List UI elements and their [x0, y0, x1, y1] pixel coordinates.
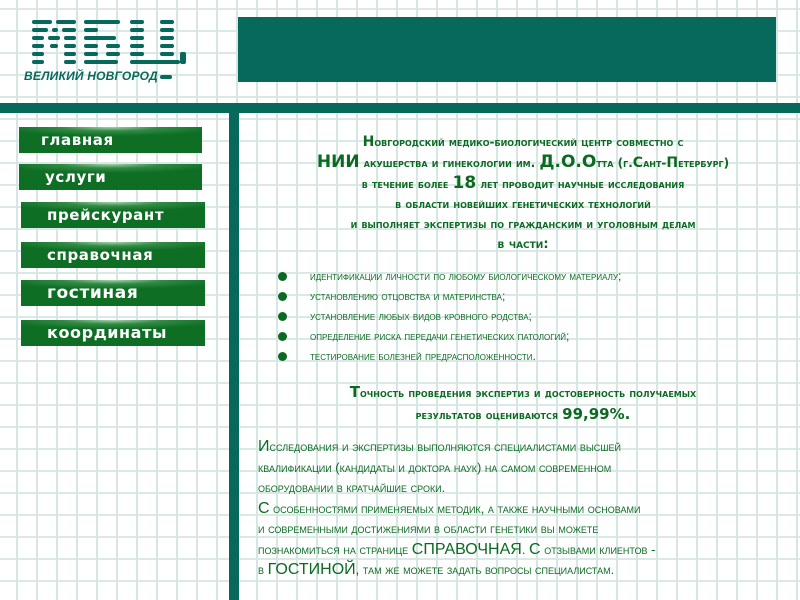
reference-page-link[interactable]: СПРАВОЧНАЯ: [411, 540, 522, 558]
nav-item-label: гостиная: [47, 283, 139, 303]
intro-line-4: в области новейших генетических технологий: [395, 197, 651, 211]
intro-line-2a: акушерства и гинекологии им.: [359, 156, 540, 170]
mbc-logo-icon: [30, 18, 200, 68]
nav-item-label: справочная: [47, 246, 154, 264]
intro-cap: С: [632, 155, 644, 171]
intro-nii: НИИ: [316, 152, 360, 172]
logo-subtitle: [24, 69, 172, 83]
accuracy-value: 99,99%.: [562, 405, 631, 423]
nav-item-label: главная: [41, 131, 114, 149]
list-item: [276, 266, 621, 286]
service-text: тестирование болезней предрасположенности.: [310, 349, 536, 363]
body-cap: С: [258, 499, 270, 517]
body-line: в: [258, 562, 268, 577]
intro-line-6: в части:: [497, 237, 549, 252]
services-list: [276, 266, 621, 366]
intro-cap: Н: [362, 134, 375, 150]
body-line: оборудовании в кратчайшие сроки.: [258, 480, 446, 495]
nav-item-guestbook[interactable]: [21, 280, 205, 306]
accuracy-line-2: результатов оцениваются: [415, 408, 563, 422]
intro-line-2c: ант-: [643, 156, 667, 170]
accuracy-cap: Т: [349, 383, 360, 401]
body-line: и современными достижениями в области генетики вы можете: [258, 521, 599, 536]
nav-item-reference[interactable]: [21, 242, 205, 268]
intro-name: Д.О.О: [539, 152, 597, 172]
main-content: [246, 132, 800, 578]
guestbook-page-link[interactable]: ГОСТИНОЙ: [267, 561, 356, 578]
bullet-icon: [278, 292, 287, 301]
service-text: установлению отцовства и материнства;: [310, 289, 506, 303]
intro-line-5: и выполняет экспертизы по гражданским и уголовным делам: [350, 217, 696, 231]
accuracy-line-1: очность проведения экспертиз и достоверность получаемых: [360, 386, 697, 400]
body-line: .: [521, 541, 530, 557]
list-item: [276, 306, 621, 326]
nav-item-services[interactable]: [19, 164, 202, 190]
nav-item-home[interactable]: [19, 127, 202, 153]
nav-item-pricelist[interactable]: [21, 202, 205, 228]
header-divider: [0, 103, 800, 113]
intro-line-3b: лет проводит научные исследования: [476, 177, 685, 191]
logo-dash-icon: [160, 75, 172, 79]
body-cap: С: [529, 540, 541, 558]
body-line: отзывами клиентов -: [540, 541, 656, 557]
body-line: познакомиться на странице: [258, 541, 412, 557]
service-text: установление любых видов кровного родства;: [310, 309, 532, 323]
service-text: идентификации личности по любому биологическому материалу;: [310, 269, 622, 283]
body-line: сследования и экспертизы выполняются специалистами высшей: [269, 439, 622, 454]
bullet-icon: [278, 332, 287, 341]
bullet-icon: [278, 352, 287, 361]
bullet-icon: [278, 272, 287, 281]
body-cap: И: [258, 438, 270, 455]
intro-line-2d: етербург): [678, 156, 730, 170]
service-text: определение риска передачи генетических патологий;: [310, 329, 570, 343]
sidebar-divider: [229, 110, 239, 600]
site-logo[interactable]: [24, 18, 204, 82]
list-item: [276, 286, 621, 306]
nav-item-label: прейскурант: [47, 206, 165, 224]
body-line: , там же можете задать вопросы специалистам.: [355, 562, 615, 577]
list-item: [276, 326, 621, 346]
intro-cap: П: [666, 155, 679, 171]
bullet-icon: [278, 312, 287, 321]
intro-line-2b: тта (г.: [596, 156, 633, 170]
accuracy-statement: [246, 382, 800, 426]
body-line: особенностями применяемых методик, а также научными основами: [269, 500, 641, 516]
intro-line-1: овгородский медико-биологический центр совместно с: [374, 135, 684, 149]
list-item: [276, 346, 621, 366]
body-paragraph: [258, 437, 798, 581]
intro-paragraph: [246, 132, 800, 255]
intro-line-3a: в течение более: [361, 177, 453, 191]
nav-item-contacts[interactable]: [21, 320, 205, 346]
intro-years: 18: [452, 173, 477, 193]
body-line: квалификации (кандидаты и доктора наук) на самом современном: [258, 459, 612, 475]
nav-item-label: координаты: [47, 323, 168, 342]
header-banner: [238, 17, 776, 82]
logo-subtitle-text: ВЕЛИКИЙ НОВГОРОД: [24, 69, 158, 83]
nav-item-label: услуги: [45, 168, 107, 186]
